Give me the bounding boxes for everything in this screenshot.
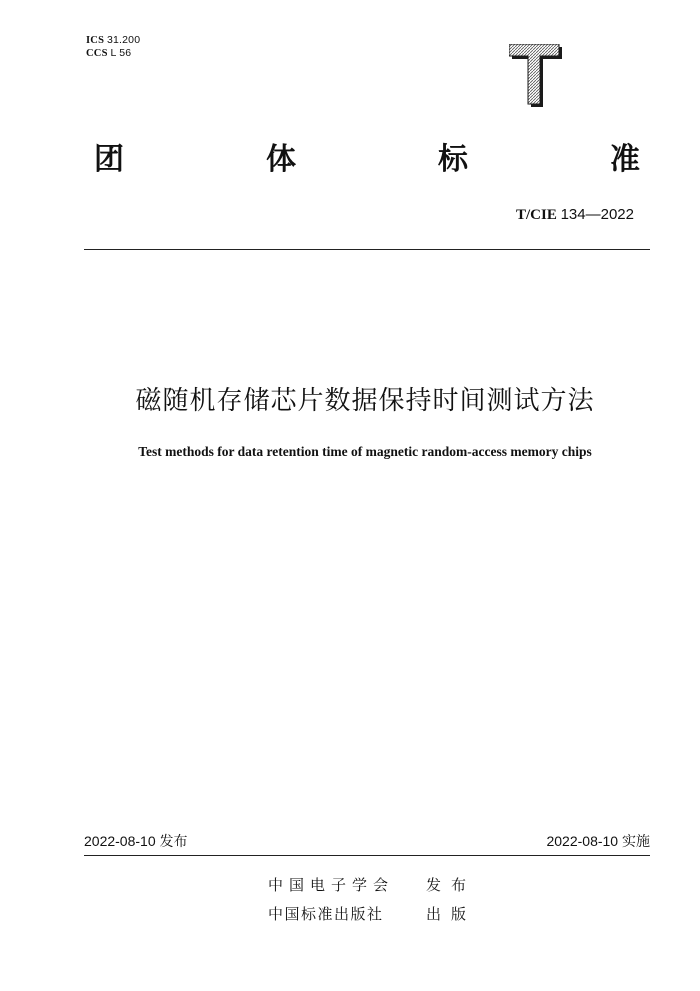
title-chinese: 磁随机存储芯片数据保持时间测试方法 bbox=[135, 386, 595, 416]
top-divider bbox=[84, 249, 650, 250]
title-english: Test methods for data retention time of magnetic random-access memory chips bbox=[138, 444, 592, 459]
publisher-name: 中国标准出版社 bbox=[268, 905, 384, 923]
standard-type-char: 团 bbox=[94, 142, 124, 177]
implementation-date: 2022-08-10 实施 bbox=[546, 833, 650, 849]
standard-number bbox=[516, 206, 634, 224]
ics-label: ICS bbox=[86, 35, 105, 46]
release-date: 2022-08-10 发布 bbox=[84, 833, 188, 849]
standard-type-char: 标 bbox=[438, 142, 468, 177]
ics-value: 31.200 bbox=[106, 34, 141, 46]
publisher-role: 发布 bbox=[426, 876, 477, 894]
standard-number-prefix: T/CIE bbox=[515, 207, 557, 223]
publisher-name: 中国电子学会 bbox=[268, 876, 395, 894]
ccs-label: CCS bbox=[86, 48, 108, 59]
ccs-code bbox=[86, 47, 140, 60]
standard-number-value: 134—2022 bbox=[560, 206, 634, 223]
standard-type bbox=[94, 140, 640, 180]
bottom-divider bbox=[84, 855, 650, 856]
ics-code bbox=[86, 34, 140, 47]
standard-type-char: 体 bbox=[266, 142, 296, 177]
classification-codes bbox=[86, 34, 140, 60]
ccs-value: L 56 bbox=[110, 47, 132, 59]
publisher-line bbox=[268, 904, 476, 924]
standard-t-logo bbox=[509, 44, 565, 110]
publisher-line bbox=[268, 875, 476, 895]
standard-type-char: 准 bbox=[610, 142, 640, 177]
publisher-role: 出版 bbox=[426, 905, 477, 923]
